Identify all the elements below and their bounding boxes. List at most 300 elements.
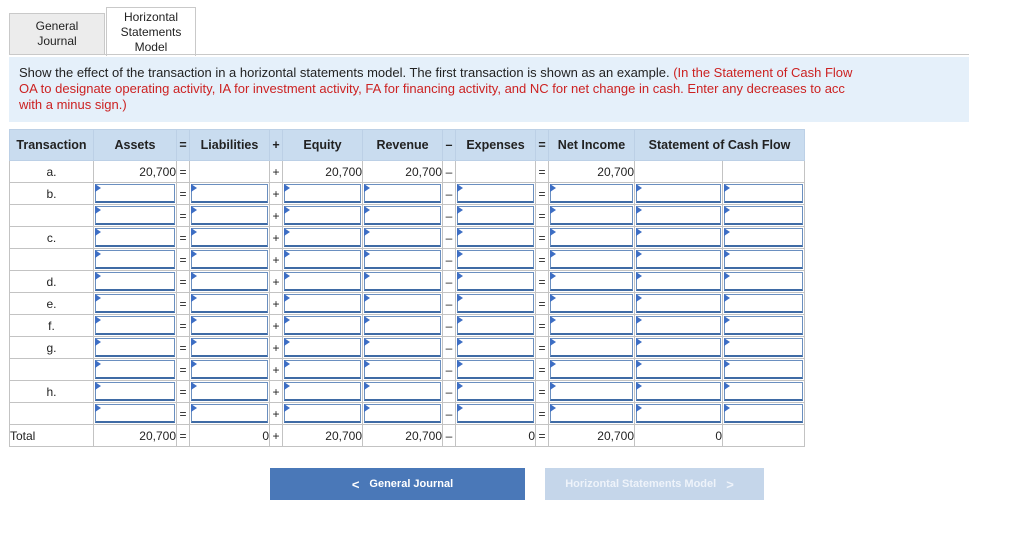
liabilities-input[interactable]	[190, 183, 270, 205]
cash-flow-type-input[interactable]	[723, 293, 805, 315]
input-box[interactable]	[636, 250, 721, 269]
input-box[interactable]	[550, 382, 633, 401]
input-box[interactable]	[636, 272, 721, 291]
input-box[interactable]	[284, 382, 361, 401]
input-marker-icon	[457, 360, 463, 368]
operator-plus: +	[270, 315, 283, 337]
equity-input[interactable]	[283, 183, 363, 205]
input-box[interactable]	[95, 404, 175, 423]
input-box[interactable]	[95, 228, 175, 247]
input-marker-icon	[724, 382, 730, 390]
input-box[interactable]	[95, 382, 175, 401]
input-marker-icon	[364, 316, 370, 324]
input-box[interactable]	[457, 294, 534, 313]
cash-flow-type-input[interactable]	[723, 205, 805, 227]
input-box[interactable]	[724, 316, 803, 335]
input-box[interactable]	[191, 250, 268, 269]
net-income-input[interactable]	[549, 249, 635, 271]
revenue-input[interactable]	[363, 293, 443, 315]
input-box[interactable]	[191, 382, 268, 401]
operator-eq: =	[177, 359, 190, 381]
expenses-input[interactable]	[456, 293, 536, 315]
revenue-input[interactable]	[363, 183, 443, 205]
input-marker-icon	[550, 228, 556, 236]
input-marker-icon	[550, 338, 556, 346]
input-box[interactable]	[457, 360, 534, 379]
input-box[interactable]	[95, 338, 175, 357]
table-row	[10, 271, 805, 293]
total-cash-flow-type	[723, 425, 805, 447]
input-box[interactable]	[191, 316, 268, 335]
input-box[interactable]	[191, 360, 268, 379]
chevron-left-icon: <	[351, 476, 360, 492]
input-marker-icon	[191, 272, 197, 280]
input-box[interactable]	[457, 272, 534, 291]
transaction-label	[10, 249, 94, 271]
input-marker-icon	[636, 184, 642, 192]
liabilities-input[interactable]	[190, 337, 270, 359]
equity-input[interactable]	[283, 337, 363, 359]
example-empty-cash-flow-type	[723, 161, 805, 183]
header-revenue: Revenue	[363, 130, 443, 161]
equity-input[interactable]	[283, 227, 363, 249]
input-marker-icon	[284, 294, 290, 302]
table-row	[10, 293, 805, 315]
net-income-input[interactable]	[549, 293, 635, 315]
cash-flow-type-input[interactable]	[723, 227, 805, 249]
equity-input[interactable]	[283, 293, 363, 315]
input-marker-icon	[284, 206, 290, 214]
input-box[interactable]	[191, 272, 268, 291]
input-marker-icon	[364, 382, 370, 390]
operator-minus: –	[443, 337, 456, 359]
input-box[interactable]	[364, 316, 441, 335]
input-marker-icon	[724, 404, 730, 412]
net-income-input[interactable]	[549, 315, 635, 337]
expenses-input[interactable]	[456, 381, 536, 403]
input-box[interactable]	[364, 228, 441, 247]
input-marker-icon	[550, 382, 556, 390]
total-row	[10, 425, 805, 447]
input-box[interactable]	[191, 184, 268, 203]
input-marker-icon	[364, 250, 370, 258]
input-box[interactable]	[364, 184, 441, 203]
equity-input[interactable]	[283, 249, 363, 271]
input-box[interactable]	[191, 206, 268, 225]
example-assets: 20,700	[94, 161, 177, 183]
tab-general-journal[interactable]: General Journal	[9, 13, 105, 55]
instructions-text: Show the effect of the transaction in a horizontal statements model. The first transaction is shown as an example.	[19, 65, 674, 80]
input-box[interactable]	[364, 250, 441, 269]
input-box[interactable]	[550, 294, 633, 313]
input-marker-icon	[550, 250, 556, 258]
expenses-input[interactable]	[456, 227, 536, 249]
input-box[interactable]	[364, 294, 441, 313]
input-marker-icon	[636, 360, 642, 368]
operator-plus: +	[270, 161, 283, 183]
operator-eq: =	[536, 315, 549, 337]
operator-eq: =	[536, 337, 549, 359]
example-empty-liabilities	[190, 161, 270, 183]
operator-minus: –	[443, 359, 456, 381]
header-equals-2: =	[536, 130, 549, 161]
input-box[interactable]	[636, 294, 721, 313]
input-box[interactable]	[550, 316, 633, 335]
total-net-income: 20,700	[549, 425, 635, 447]
example-empty-cash-flow	[635, 161, 723, 183]
operator-eq: =	[536, 227, 549, 249]
total-expenses: 0	[456, 425, 536, 447]
input-box[interactable]	[95, 206, 175, 225]
input-box[interactable]	[284, 228, 361, 247]
input-marker-icon	[724, 206, 730, 214]
input-box[interactable]	[457, 338, 534, 357]
input-box[interactable]	[284, 206, 361, 225]
input-marker-icon	[724, 228, 730, 236]
net-income-input[interactable]	[549, 205, 635, 227]
input-box[interactable]	[191, 228, 268, 247]
input-marker-icon	[457, 294, 463, 302]
revenue-input[interactable]	[363, 359, 443, 381]
cash-flow-input[interactable]	[635, 315, 723, 337]
input-box[interactable]	[724, 382, 803, 401]
cash-flow-type-input[interactable]	[723, 403, 805, 425]
input-box[interactable]	[95, 360, 175, 379]
example-revenue: 20,700	[363, 161, 443, 183]
equity-input[interactable]	[283, 271, 363, 293]
input-marker-icon	[284, 250, 290, 258]
operator-plus: +	[270, 337, 283, 359]
transaction-label: f.	[10, 315, 94, 337]
input-box[interactable]	[95, 250, 175, 269]
expenses-input[interactable]	[456, 337, 536, 359]
expenses-input[interactable]	[456, 249, 536, 271]
input-box[interactable]	[364, 360, 441, 379]
input-marker-icon	[636, 382, 642, 390]
total-assets: 20,700	[94, 425, 177, 447]
input-box[interactable]	[191, 404, 268, 423]
assets-input[interactable]	[94, 249, 177, 271]
liabilities-input[interactable]	[190, 403, 270, 425]
operator-minus: –	[443, 271, 456, 293]
input-marker-icon	[457, 316, 463, 324]
input-box[interactable]	[284, 360, 361, 379]
table-row	[10, 161, 805, 183]
input-marker-icon	[95, 228, 101, 236]
input-box[interactable]	[457, 184, 534, 203]
liabilities-input[interactable]	[190, 227, 270, 249]
cash-flow-input[interactable]	[635, 183, 723, 205]
input-box[interactable]	[95, 316, 175, 335]
operator-minus: –	[443, 381, 456, 403]
input-box[interactable]	[95, 294, 175, 313]
input-box[interactable]	[364, 338, 441, 357]
input-box[interactable]	[724, 228, 803, 247]
cash-flow-type-input[interactable]	[723, 271, 805, 293]
net-income-input[interactable]	[549, 183, 635, 205]
input-marker-icon	[724, 316, 730, 324]
assets-input[interactable]	[94, 359, 177, 381]
revenue-input[interactable]	[363, 271, 443, 293]
example-net-income: 20,700	[549, 161, 635, 183]
input-box[interactable]	[636, 206, 721, 225]
input-box[interactable]	[636, 228, 721, 247]
liabilities-input[interactable]	[190, 315, 270, 337]
transaction-label	[10, 205, 94, 227]
transaction-label: b.	[10, 183, 94, 205]
revenue-input[interactable]	[363, 227, 443, 249]
input-marker-icon	[457, 250, 463, 258]
input-marker-icon	[457, 206, 463, 214]
cash-flow-type-input[interactable]	[723, 337, 805, 359]
revenue-input[interactable]	[363, 205, 443, 227]
liabilities-input[interactable]	[190, 359, 270, 381]
operator-eq: =	[536, 205, 549, 227]
input-box[interactable]	[457, 206, 534, 225]
table-row	[10, 381, 805, 403]
revenue-input[interactable]	[363, 315, 443, 337]
expenses-input[interactable]	[456, 403, 536, 425]
input-box[interactable]	[284, 250, 361, 269]
input-box[interactable]	[550, 272, 633, 291]
input-marker-icon	[550, 184, 556, 192]
input-box[interactable]	[364, 404, 441, 423]
net-income-input[interactable]	[549, 359, 635, 381]
input-box[interactable]	[724, 404, 803, 423]
table-row	[10, 249, 805, 271]
liabilities-input[interactable]	[190, 205, 270, 227]
revenue-input[interactable]	[363, 337, 443, 359]
assets-input[interactable]	[94, 205, 177, 227]
input-marker-icon	[95, 360, 101, 368]
cash-flow-input[interactable]	[635, 337, 723, 359]
input-marker-icon	[95, 272, 101, 280]
input-box[interactable]	[95, 272, 175, 291]
operator-plus: +	[270, 183, 283, 205]
input-box[interactable]	[550, 228, 633, 247]
net-income-input[interactable]	[549, 227, 635, 249]
operator-eq: =	[536, 271, 549, 293]
input-box[interactable]	[284, 184, 361, 203]
liabilities-input[interactable]	[190, 249, 270, 271]
cash-flow-type-input[interactable]	[723, 183, 805, 205]
table-row	[10, 205, 805, 227]
input-box[interactable]	[284, 294, 361, 313]
liabilities-input[interactable]	[190, 293, 270, 315]
total-revenue: 20,700	[363, 425, 443, 447]
input-marker-icon	[364, 272, 370, 280]
cash-flow-type-input[interactable]	[723, 249, 805, 271]
input-marker-icon	[457, 228, 463, 236]
operator-plus: +	[270, 359, 283, 381]
operator-eq: =	[536, 425, 549, 447]
instructions-note-line3: with a minus sign.)	[19, 97, 127, 112]
input-box[interactable]	[364, 382, 441, 401]
operator-plus: +	[270, 425, 283, 447]
assets-input[interactable]	[94, 183, 177, 205]
expenses-input[interactable]	[456, 315, 536, 337]
equity-input[interactable]	[283, 205, 363, 227]
operator-minus: –	[443, 183, 456, 205]
operator-eq: =	[536, 403, 549, 425]
input-box[interactable]	[457, 250, 534, 269]
revenue-input[interactable]	[363, 403, 443, 425]
input-box[interactable]	[364, 206, 441, 225]
input-box[interactable]	[95, 184, 175, 203]
input-marker-icon	[724, 184, 730, 192]
input-marker-icon	[550, 272, 556, 280]
input-marker-icon	[191, 360, 197, 368]
cash-flow-input[interactable]	[635, 227, 723, 249]
input-marker-icon	[636, 338, 642, 346]
net-income-input[interactable]	[549, 337, 635, 359]
assets-input[interactable]	[94, 227, 177, 249]
cash-flow-type-input[interactable]	[723, 359, 805, 381]
expenses-input[interactable]	[456, 359, 536, 381]
cash-flow-input[interactable]	[635, 271, 723, 293]
equity-input[interactable]	[283, 315, 363, 337]
input-marker-icon	[364, 184, 370, 192]
assets-input[interactable]	[94, 337, 177, 359]
next-button-label: Horizontal Statements Model	[565, 478, 717, 490]
input-marker-icon	[636, 294, 642, 302]
input-marker-icon	[457, 338, 463, 346]
input-marker-icon	[284, 184, 290, 192]
input-marker-icon	[95, 184, 101, 192]
input-box[interactable]	[457, 382, 534, 401]
input-marker-icon	[191, 316, 197, 324]
input-box[interactable]	[284, 272, 361, 291]
liabilities-input[interactable]	[190, 271, 270, 293]
input-marker-icon	[550, 404, 556, 412]
input-box[interactable]	[636, 338, 721, 357]
input-marker-icon	[550, 294, 556, 302]
net-income-input[interactable]	[549, 403, 635, 425]
input-marker-icon	[364, 228, 370, 236]
input-box[interactable]	[550, 250, 633, 269]
input-box[interactable]	[550, 404, 633, 423]
instructions-panel	[9, 57, 969, 122]
cash-flow-input[interactable]	[635, 359, 723, 381]
cash-flow-type-input[interactable]	[723, 315, 805, 337]
net-income-input[interactable]	[549, 381, 635, 403]
input-box[interactable]	[724, 294, 803, 313]
equity-input[interactable]	[283, 381, 363, 403]
input-box[interactable]	[284, 338, 361, 357]
liabilities-input[interactable]	[190, 381, 270, 403]
cash-flow-type-input[interactable]	[723, 381, 805, 403]
operator-plus: +	[270, 227, 283, 249]
input-marker-icon	[636, 250, 642, 258]
header-assets: Assets	[94, 130, 177, 161]
input-marker-icon	[191, 294, 197, 302]
input-box[interactable]	[364, 272, 441, 291]
input-marker-icon	[550, 316, 556, 324]
equity-input[interactable]	[283, 359, 363, 381]
input-marker-icon	[284, 382, 290, 390]
transaction-label	[10, 403, 94, 425]
cash-flow-input[interactable]	[635, 249, 723, 271]
equity-input[interactable]	[283, 403, 363, 425]
input-box[interactable]	[724, 206, 803, 225]
input-box[interactable]	[636, 404, 721, 423]
cash-flow-input[interactable]	[635, 381, 723, 403]
input-box[interactable]	[550, 360, 633, 379]
input-marker-icon	[724, 250, 730, 258]
revenue-input[interactable]	[363, 249, 443, 271]
assets-input[interactable]	[94, 381, 177, 403]
input-box[interactable]	[191, 294, 268, 313]
input-marker-icon	[191, 206, 197, 214]
input-marker-icon	[364, 338, 370, 346]
cash-flow-input[interactable]	[635, 293, 723, 315]
input-box[interactable]	[724, 338, 803, 357]
next-horizontal-statements-button[interactable]	[545, 468, 764, 500]
transaction-label: d.	[10, 271, 94, 293]
total-liabilities: 0	[190, 425, 270, 447]
operator-eq: =	[177, 161, 190, 183]
assets-input[interactable]	[94, 315, 177, 337]
input-box[interactable]	[636, 360, 721, 379]
assets-input[interactable]	[94, 403, 177, 425]
input-marker-icon	[284, 272, 290, 280]
input-box[interactable]	[636, 382, 721, 401]
input-box[interactable]	[636, 316, 721, 335]
input-box[interactable]	[284, 316, 361, 335]
operator-eq: =	[177, 249, 190, 271]
input-marker-icon	[95, 294, 101, 302]
table-header-row	[10, 130, 805, 161]
input-marker-icon	[191, 184, 197, 192]
prev-button-label: General Journal	[369, 478, 454, 490]
operator-eq: =	[536, 183, 549, 205]
transaction-label: g.	[10, 337, 94, 359]
net-income-input[interactable]	[549, 271, 635, 293]
expenses-input[interactable]	[456, 183, 536, 205]
cash-flow-input[interactable]	[635, 403, 723, 425]
operator-minus: –	[443, 249, 456, 271]
input-box[interactable]	[724, 272, 803, 291]
input-marker-icon	[95, 206, 101, 214]
input-marker-icon	[550, 360, 556, 368]
input-box[interactable]	[457, 316, 534, 335]
expenses-input[interactable]	[456, 271, 536, 293]
input-box[interactable]	[724, 184, 803, 203]
operator-plus: +	[270, 381, 283, 403]
expenses-input[interactable]	[456, 205, 536, 227]
input-box[interactable]	[191, 338, 268, 357]
transaction-label: e.	[10, 293, 94, 315]
operator-eq: =	[177, 425, 190, 447]
input-box[interactable]	[724, 250, 803, 269]
tab-horizontal-statements-model[interactable]: Horizontal Statements Model	[106, 7, 196, 56]
prev-general-journal-button[interactable]	[270, 468, 525, 500]
assets-input[interactable]	[94, 271, 177, 293]
input-box[interactable]	[284, 404, 361, 423]
input-marker-icon	[191, 404, 197, 412]
assets-input[interactable]	[94, 293, 177, 315]
input-box[interactable]	[457, 228, 534, 247]
cash-flow-input[interactable]	[635, 205, 723, 227]
input-marker-icon	[724, 272, 730, 280]
revenue-input[interactable]	[363, 381, 443, 403]
input-box[interactable]	[724, 360, 803, 379]
input-box[interactable]	[550, 338, 633, 357]
input-box[interactable]	[550, 184, 633, 203]
input-box[interactable]	[550, 206, 633, 225]
input-box[interactable]	[636, 184, 721, 203]
input-box[interactable]	[457, 404, 534, 423]
